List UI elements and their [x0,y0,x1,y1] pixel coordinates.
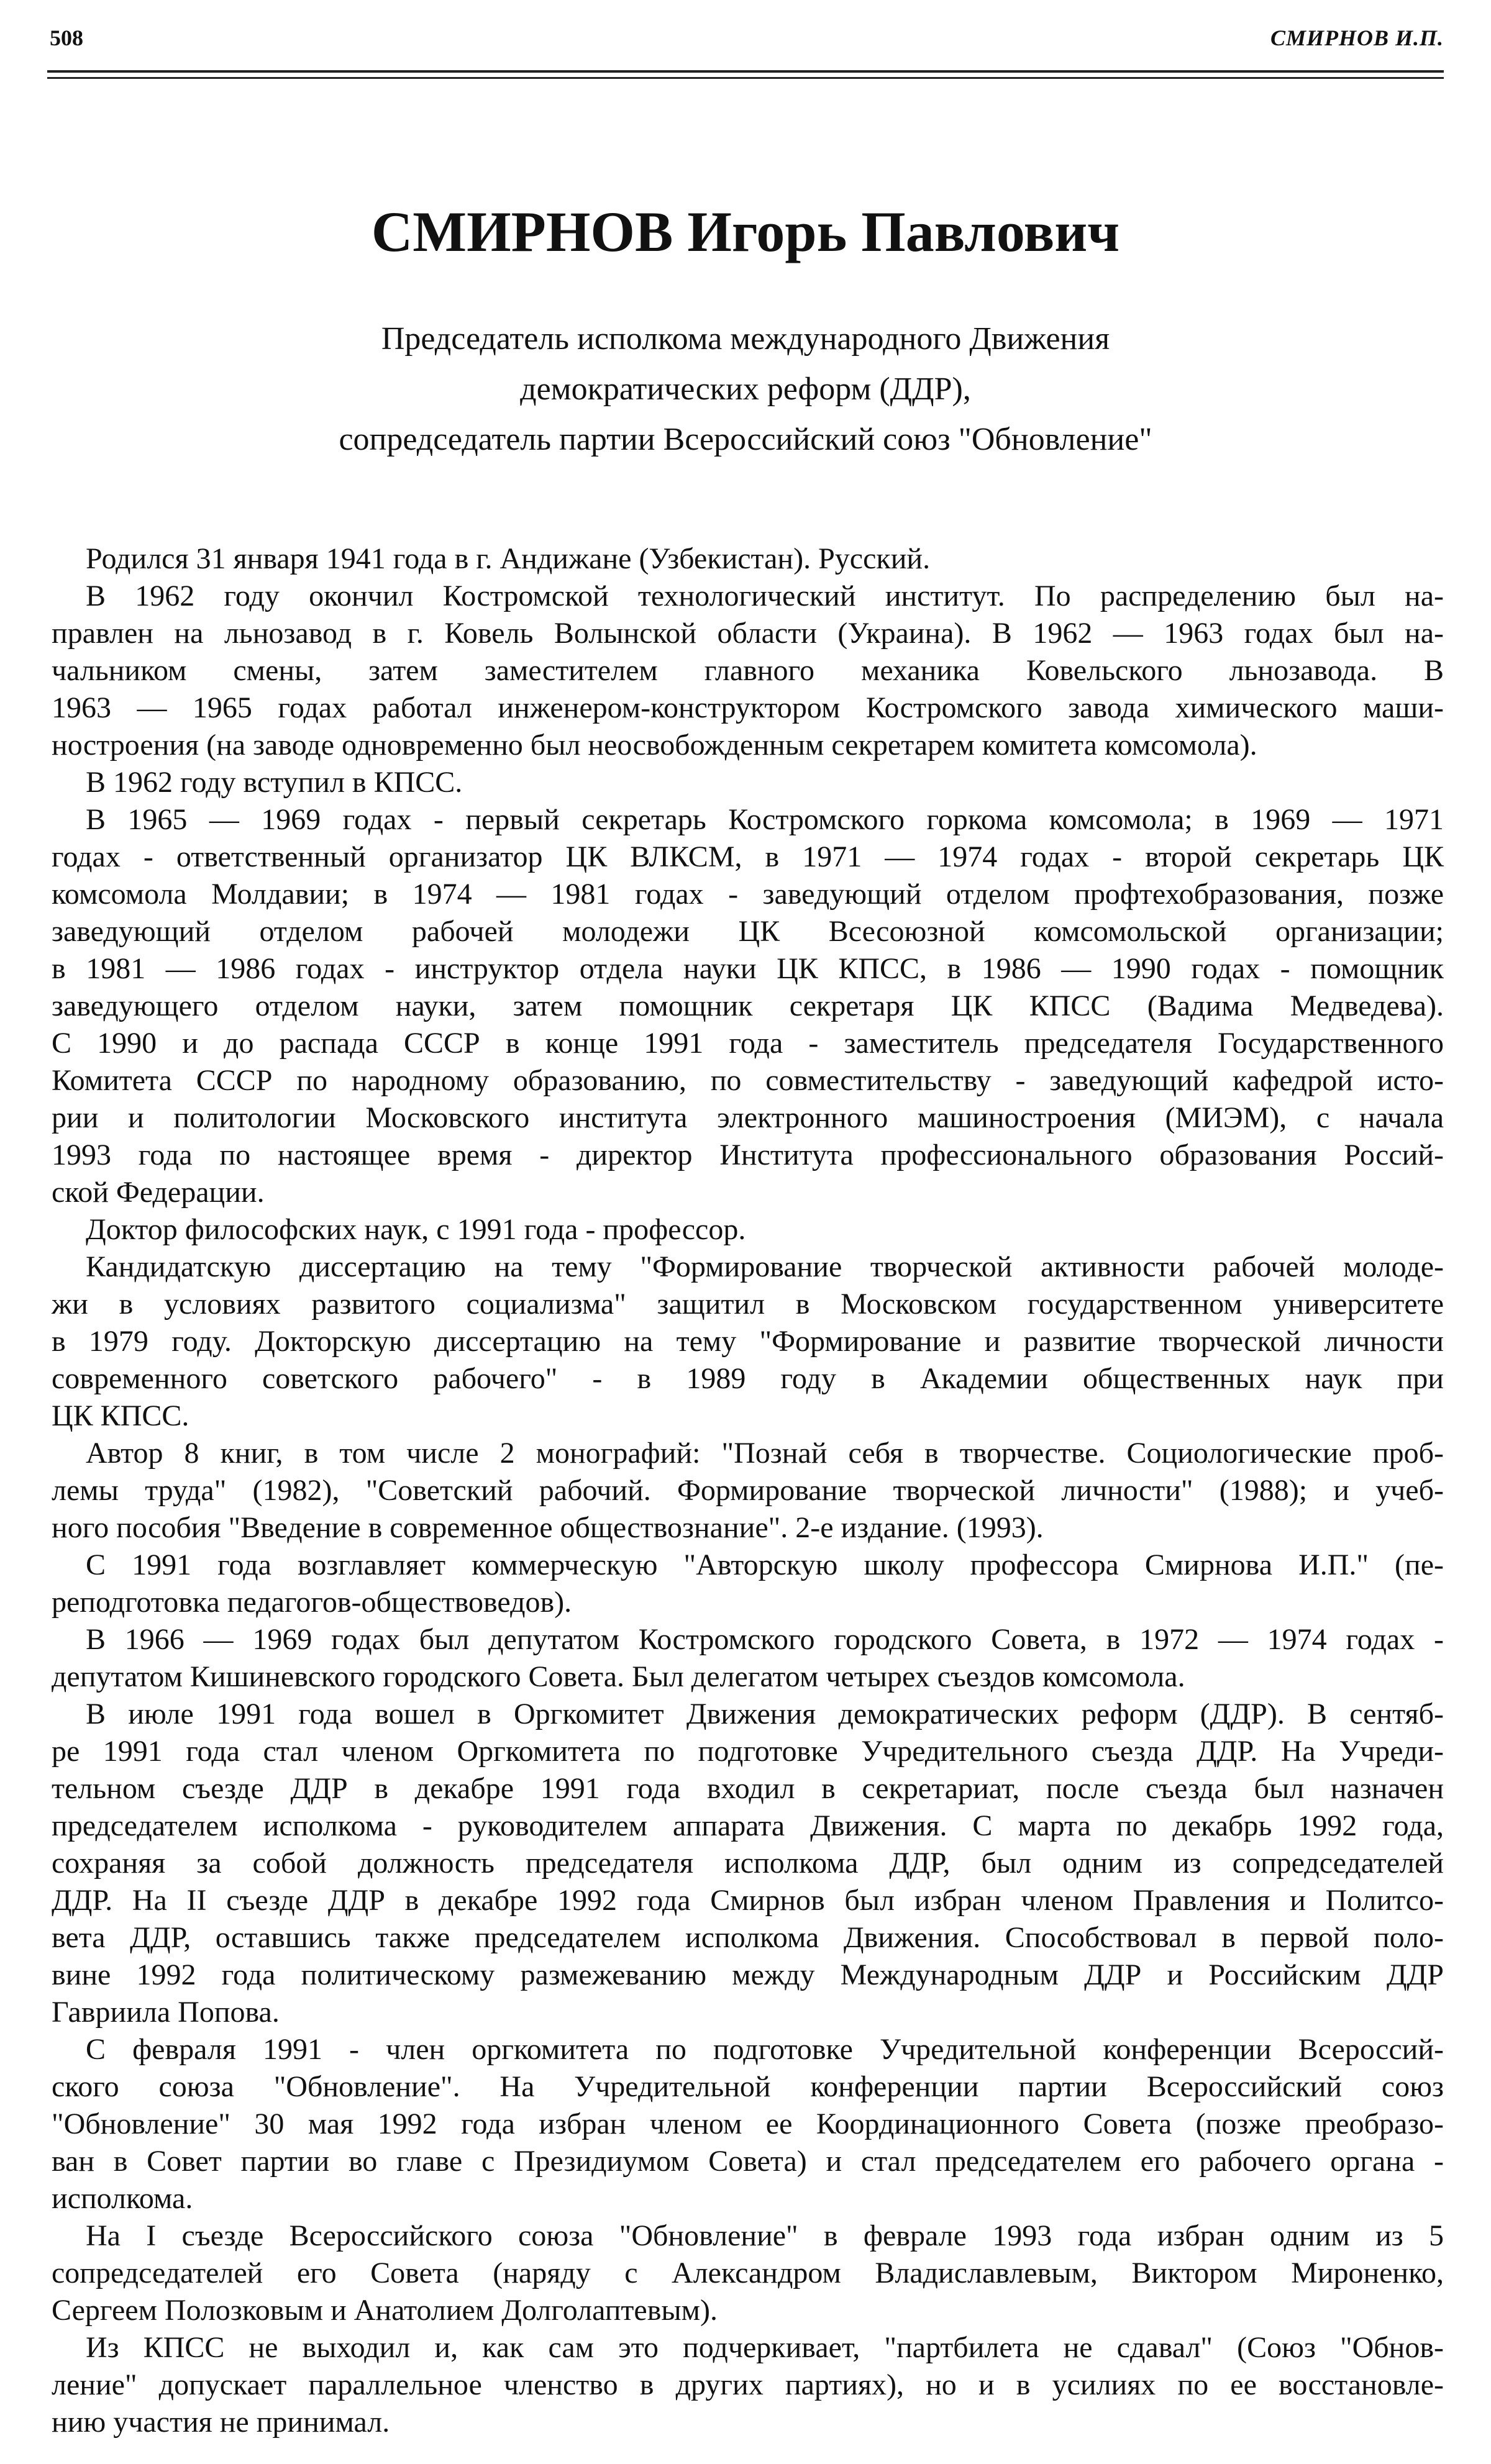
text-line: ДДР. На II съезде ДДР в декабре 1992 года Смирнов был избран членом Правления и Политсо- [52,1884,1444,1917]
text-line: На I съезде Всероссийского союза "Обновление" в феврале 1993 года избран одним из 5 [86,2219,1444,2252]
text-line: ление" допускает параллельное членство в других партиях), но и в усилиях по ее восстановле- [52,2368,1444,2401]
text-line: Родился 31 января 1941 года в г. Андижане (Узбекистан). Русский. [86,542,931,575]
text-line: заведующий отделом рабочей молодежи ЦК Всесоюзной комсомольской организации; [52,915,1444,948]
page-title: СМИРНОВ Игорь Павлович [371,199,1120,263]
text-line: ского союза "Обновление". На Учредительной конференции партии Всероссийский союз [52,2070,1444,2103]
text-line: рии и политологии Московского института электронного машиностроения (МИЭМ), с начала [52,1101,1444,1134]
text-line: ЦК КПСС. [52,1399,189,1432]
text-line: годах - ответственный организатор ЦК ВЛКСМ, в 1971 — 1974 годах - второй секретарь ЦК [52,840,1444,873]
text-line: жи в условиях развитого социализма" защитил в Московском государственном университете [52,1288,1444,1321]
text-line: вине 1992 года политическому размежеванию между Международным ДДР и Российским ДДР [52,1958,1444,1991]
text-line: вета ДДР, оставшись также председателем исполкома Движения. Способствовал в первой поло- [52,1921,1444,1954]
text-line: ного пособия "Введение в современное обществознание". 2-е издание. (1993). [52,1511,1044,1544]
text-line: Автор 8 книг, в том числе 2 монографий: "Познай себя в творчестве. Социологические проб- [86,1437,1444,1470]
text-line: ре 1991 года стал членом Оргкомитета по подготовке Учредительного съезда ДДР. На Учреди- [52,1735,1444,1768]
text-line: Сергеем Полозковым и Анатолием Долголаптевым). [52,2294,718,2327]
text-line: исполкома. [52,2182,193,2215]
page-number: 508 [50,25,83,50]
text-line: сохраняя за собой должность председателя исполкома ДДР, был одним из сопредседателей [52,1847,1444,1880]
text-line: нию участия не принимал. [52,2406,390,2439]
text-line: правлен на льнозавод в г. Ковель Волынской области (Украина). В 1962 — 1963 годах был на- [52,617,1444,650]
paragraph [52,578,1444,764]
text-line: "Обновление" 30 мая 1992 года избран членом ее Координационного Совета (позже преобразо- [52,2107,1444,2140]
text-line: лемы труда" (1982), "Советский рабочий. Формирование творческой личности" (1988); и учеб- [52,1474,1444,1507]
paragraph [52,2031,1444,2217]
text-line: Гавриила Попова. [52,1996,280,2029]
paragraph [52,764,1444,801]
subtitle-line: Председатель исполкома международного Движения [381,321,1110,357]
text-line: С 1990 и до распада СССР в конце 1991 года - заместитель председателя Государственного [52,1027,1444,1060]
text-line: тельном съезде ДДР в декабре 1991 года входил в секретариат, после съезда был назначен [52,1772,1444,1805]
text-line: С 1991 года возглавляет коммерческую "Авторскую школу профессора Смирнова И.П." (пе- [86,1548,1444,1581]
text-line: ностроения (на заводе одновременно был неосвобожденным секретарем комитета комсомола). [52,729,1257,761]
header-rule [47,70,1444,73]
text-line: в 1979 году. Докторскую диссертацию на тему "Формирование и развитие творческой личности [52,1325,1444,1358]
text-line: комсомола Молдавии; в 1974 — 1981 годах - заведующий отделом профтехобразования, позже [52,878,1444,911]
text-line: в 1981 — 1986 годах - инструктор отдела науки ЦК КПСС, в 1986 — 1990 годах - помощник [52,952,1444,985]
text-line: заведующего отделом науки, затем помощник секретаря ЦК КПСС (Вадима Медведева). [52,989,1444,1022]
text-line: С февраля 1991 - член оргкомитета по подготовке Учредительной конференции Всероссий- [86,2033,1444,2066]
text-line: В 1962 году окончил Костромской технологический институт. По распределению был на- [86,580,1444,612]
paragraph [52,1248,1444,1435]
running-title: СМИРНОВ И.П. [1270,25,1444,50]
subtitle [0,314,1491,465]
paragraph [52,2329,1444,2441]
running-head [50,25,1444,50]
paragraph [52,801,1444,1211]
header-rule [47,77,1444,79]
text-line: 1993 года по настоящее время - директор Института профессионального образования Россий- [52,1139,1444,1171]
paragraph [52,1435,1444,1547]
text-line: председателем исполкома - руководителем аппарата Движения. С марта по декабрь 1992 года, [52,1809,1444,1842]
paragraph [52,1696,1444,2031]
paragraph [52,1621,1444,1696]
text-line: Из КПСС не выходил и, как сам это подчеркивает, "партбилета не сдавал" (Союз "Обнов- [86,2331,1444,2364]
text-line: Кандидатскую диссертацию на тему "Формирование творческой активности рабочей молоде- [86,1250,1444,1283]
article-body [52,540,1444,2441]
text-line: реподготовка педагогов-обществоведов). [52,1586,572,1619]
text-line: депутатом Кишиневского городского Совета. Был делегатом четырех съездов комсомола. [52,1660,1185,1693]
paragraph [52,2217,1444,2329]
subtitle-line: сопредседатель партии Всероссийский союз "Обновление" [339,422,1152,457]
text-line: ван в Совет партии во главе с Президиумом Совета) и стал председателем его рабочего органа - [52,2145,1444,2178]
text-line: В 1965 — 1969 годах - первый секретарь Костромского горкома комсомола; в 1969 — 1971 [86,803,1444,836]
text-line: 1963 — 1965 годах работал инженером-конструктором Костромского завода химического маши- [52,691,1444,724]
paragraph [52,1547,1444,1621]
text-line: современного советского рабочего" - в 1989 году в Академии общественных наук при [52,1362,1444,1395]
text-line: Комитета СССР по народному образованию, по совместительству - заведующий кафедрой исто- [52,1064,1444,1097]
text-line: В 1962 году вступил в КПСС. [86,766,463,799]
paragraph [52,540,1444,578]
text-line: В июле 1991 года вошел в Оргкомитет Движения демократических реформ (ДДР). В сентяб- [86,1698,1444,1730]
text-line: В 1966 — 1969 годах был депутатом Костромского городского Совета, в 1972 — 1974 годах - [86,1623,1444,1656]
subtitle-line: демократических реформ (ДДР), [520,371,971,407]
text-line: чальником смены, затем заместителем главного механика Ковельского льнозавода. В [52,654,1444,687]
text-line: ской Федерации. [52,1176,265,1209]
paragraph [52,1211,1444,1248]
text-line: Доктор философских наук, с 1991 года - профессор. [86,1213,746,1246]
text-line: сопредседателей его Совета (наряду с Александром Владиславлевым, Виктором Мироненко, [52,2257,1444,2289]
